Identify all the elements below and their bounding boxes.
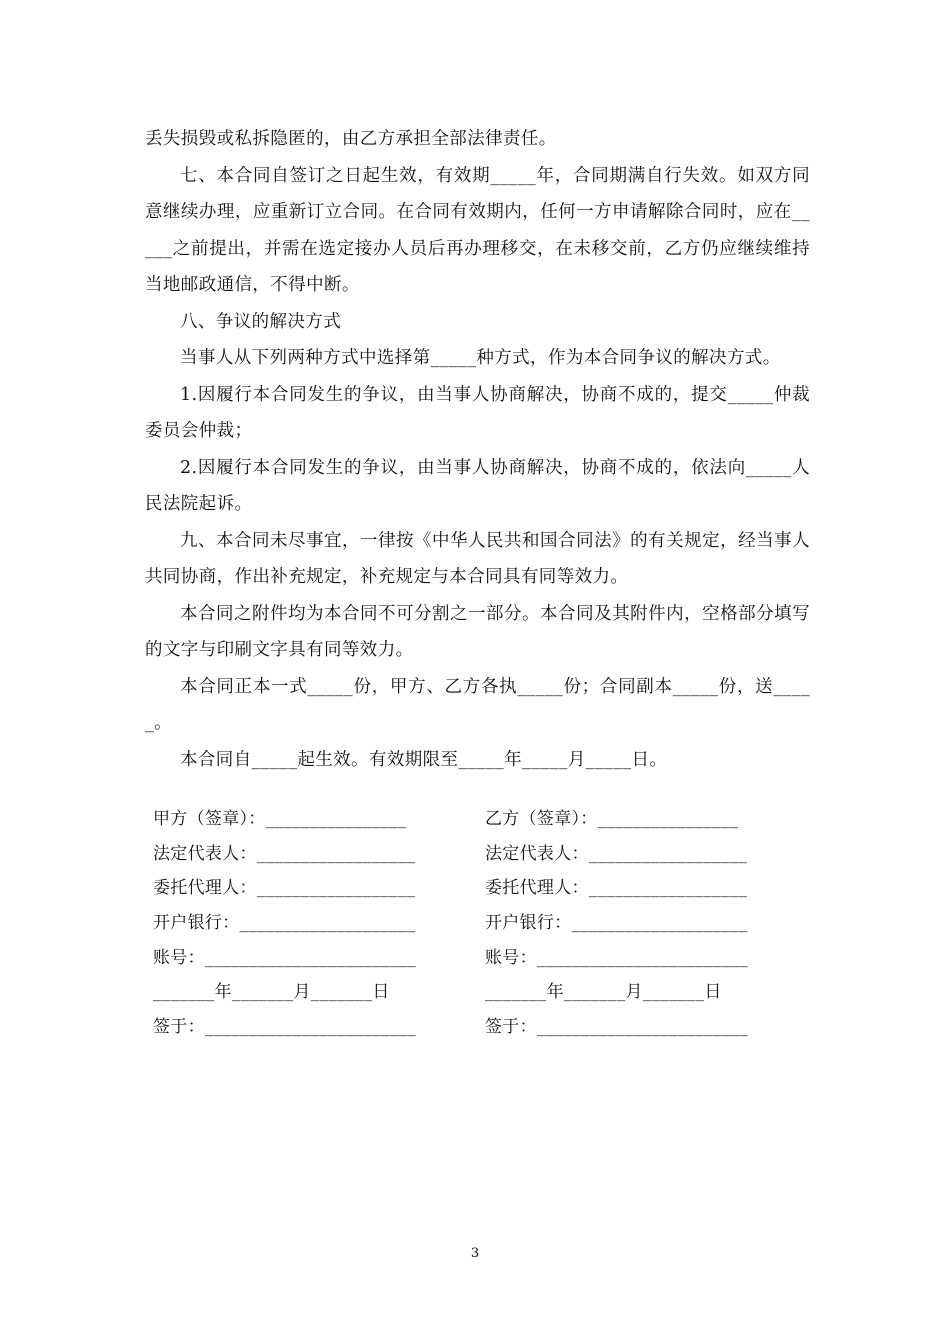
clause-7: 七、本合同自签订之日起生效，有效期_____年，合同期满自行失效。如双方同意继续办理，应重新订立合同。在合同有效期内，任何一方申请解除合同时，应在_____之前提出，并需在选定接办人员后再办理移交，在未移交前，乙方仍应继续维持当地邮政通信，不得中断。 xyxy=(145,165,810,295)
clause-9: 九、本合同未尽事宜，一律按《中华人民共和国合同法》的有关规定，经当事人共同协商，作出补充规定，补充规定与本合同具有同等效力。 xyxy=(145,530,810,587)
clause-8-choice: 当事人从下列两种方式中选择第_____种方式，作为本合同争议的解决方式。 xyxy=(180,348,781,368)
clause-8-option-1: 1.因履行本合同发生的争议，由当事人协商解决，协商不成的，提交_____仲裁委员会仲裁； xyxy=(145,384,810,441)
party-b-signature-block xyxy=(485,802,785,1045)
contract-body xyxy=(145,121,810,778)
party-a-agent: 委托代理人：__________________ xyxy=(153,878,416,899)
party-a-signature-block xyxy=(153,802,453,1045)
page-number: 3 xyxy=(470,1246,480,1261)
party-a-signature: 甲方（签章）：________________ xyxy=(153,809,407,829)
party-a-bank: 开户银行：____________________ xyxy=(153,913,416,934)
party-b-signature: 乙方（签章）：________________ xyxy=(485,809,739,829)
party-b-date: _______年_______月_______日 xyxy=(485,982,722,1003)
party-a-signed-at: 签于：________________________ xyxy=(153,1017,417,1038)
party-b-signed-at: 签于：________________________ xyxy=(485,1017,749,1038)
party-a-date: _______年_______月_______日 xyxy=(153,982,390,1003)
paragraph-continuation: 丢失损毁或私拆隐匿的，由乙方承担全部法律责任。 xyxy=(145,129,557,149)
party-a-representative: 法定代表人：__________________ xyxy=(153,843,416,864)
attachments-clause: 本合同之附件均为本合同不可分割之一部分。本合同及其附件内，空格部分填写的文字与印刷文字具有同等效力。 xyxy=(145,603,810,660)
party-b-agent: 委托代理人：__________________ xyxy=(485,878,748,899)
effective-date-clause: 本合同自_____起生效。有效期限至_____年_____月_____日。 xyxy=(180,749,668,770)
copies-clause: 本合同正本一式_____份，甲方、乙方各执_____份；合同副本_____份，送_____。 xyxy=(145,676,810,733)
party-b-representative: 法定代表人：__________________ xyxy=(485,843,748,864)
party-b-account: 账号：________________________ xyxy=(485,947,749,968)
party-a-account: 账号：________________________ xyxy=(153,947,417,968)
clause-8-heading: 八、争议的解决方式 xyxy=(180,311,342,332)
clause-8-option-2: 2.因履行本合同发生的争议，由当事人协商解决，协商不成的，依法向_____人民法院起诉。 xyxy=(145,457,810,514)
party-b-bank: 开户银行：____________________ xyxy=(485,913,748,934)
